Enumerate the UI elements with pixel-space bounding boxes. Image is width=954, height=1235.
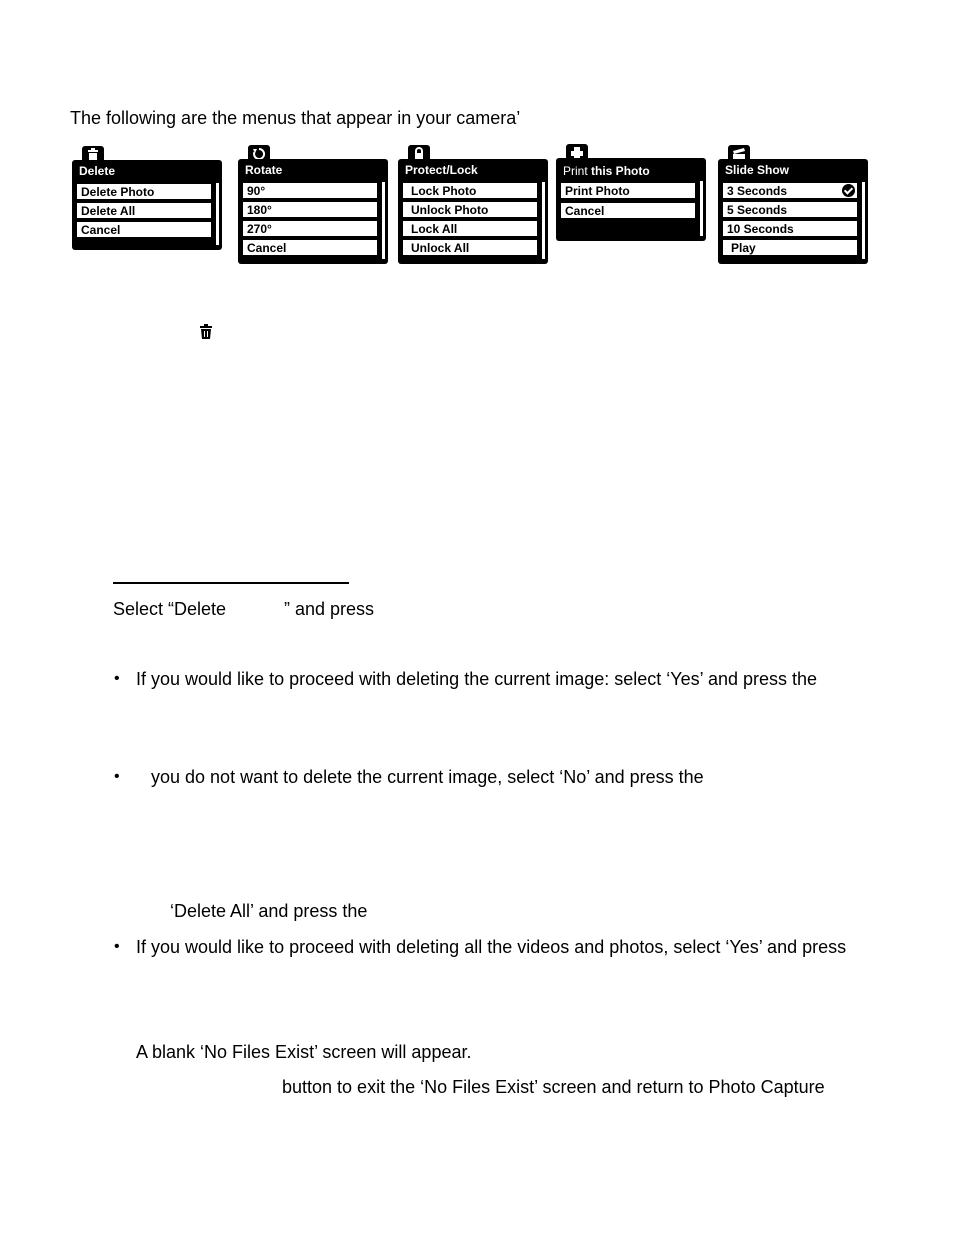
menu-item[interactable]: Delete All xyxy=(76,202,212,219)
bullet-dot: • xyxy=(114,768,120,785)
blank-screen-text: A blank ‘No Files Exist’ screen will appear. xyxy=(136,1042,472,1062)
menu-item[interactable]: Cancel xyxy=(242,239,378,256)
menu-item[interactable]: Cancel xyxy=(76,221,212,238)
scrollbar[interactable] xyxy=(381,181,386,260)
bullet-yes-text: If you would like to proceed with deleting the current image: select ‘Yes’ and press the xyxy=(136,669,818,689)
menu-item[interactable]: Unlock Photo xyxy=(402,201,538,218)
menu-item[interactable]: Cancel xyxy=(560,202,696,219)
menu-item[interactable]: 90° xyxy=(242,182,378,199)
menu-item[interactable]: 3 Seconds xyxy=(722,182,858,199)
protect-lock-menu xyxy=(398,145,548,264)
menu-item[interactable]: 5 Seconds xyxy=(722,201,858,218)
menu-item[interactable]: 180° xyxy=(242,201,378,218)
print-menu xyxy=(556,144,706,241)
menu-item[interactable]: Lock All xyxy=(402,220,538,237)
menu-title: Rotate xyxy=(245,163,283,177)
scrollbar[interactable] xyxy=(861,181,866,260)
delete-menu xyxy=(72,146,222,250)
select-delete-text: Select “Delete xyxy=(113,599,227,619)
scrollbar[interactable] xyxy=(699,180,704,237)
delete-all-text: ‘Delete All’ and press the xyxy=(170,901,368,921)
menu-item[interactable]: Unlock All xyxy=(402,239,538,256)
bullet-dot: • xyxy=(114,670,120,687)
section-rule xyxy=(113,582,349,584)
menu-item[interactable]: 10 Seconds xyxy=(722,220,858,237)
and-press-text: ” and press xyxy=(284,599,375,619)
menu-title: Delete xyxy=(79,164,116,178)
menu-title: Protect/Lock xyxy=(405,163,478,177)
bullet-all-text: If you would like to proceed with deleting all the videos and photos, select ‘Yes’ and press xyxy=(136,937,847,957)
menu-item[interactable]: Delete Photo xyxy=(76,183,212,200)
menu-title: Slide Show xyxy=(725,163,790,177)
bullet-dot: • xyxy=(114,938,120,955)
menu-item[interactable]: 270° xyxy=(242,220,378,237)
intro-text: The following are the menus that appear in your camera’ xyxy=(70,108,521,128)
check-icon xyxy=(842,184,855,197)
menu-item[interactable]: Play xyxy=(722,239,858,256)
slide-show-menu xyxy=(718,145,868,264)
scrollbar[interactable] xyxy=(541,181,546,260)
rotate-menu xyxy=(238,145,388,264)
menu-item[interactable]: Lock Photo xyxy=(402,182,538,199)
menu-title: Print this Photo xyxy=(563,164,650,178)
bullet-no-text: you do not want to delete the current image, select ‘No’ and press the xyxy=(151,767,704,787)
exit-line-text: button to exit the ‘No Files Exist’ screen and return to Photo Capture xyxy=(282,1077,825,1097)
trash-icon xyxy=(199,324,213,339)
menu-item[interactable]: Print Photo xyxy=(560,182,696,199)
scrollbar[interactable] xyxy=(215,182,220,246)
